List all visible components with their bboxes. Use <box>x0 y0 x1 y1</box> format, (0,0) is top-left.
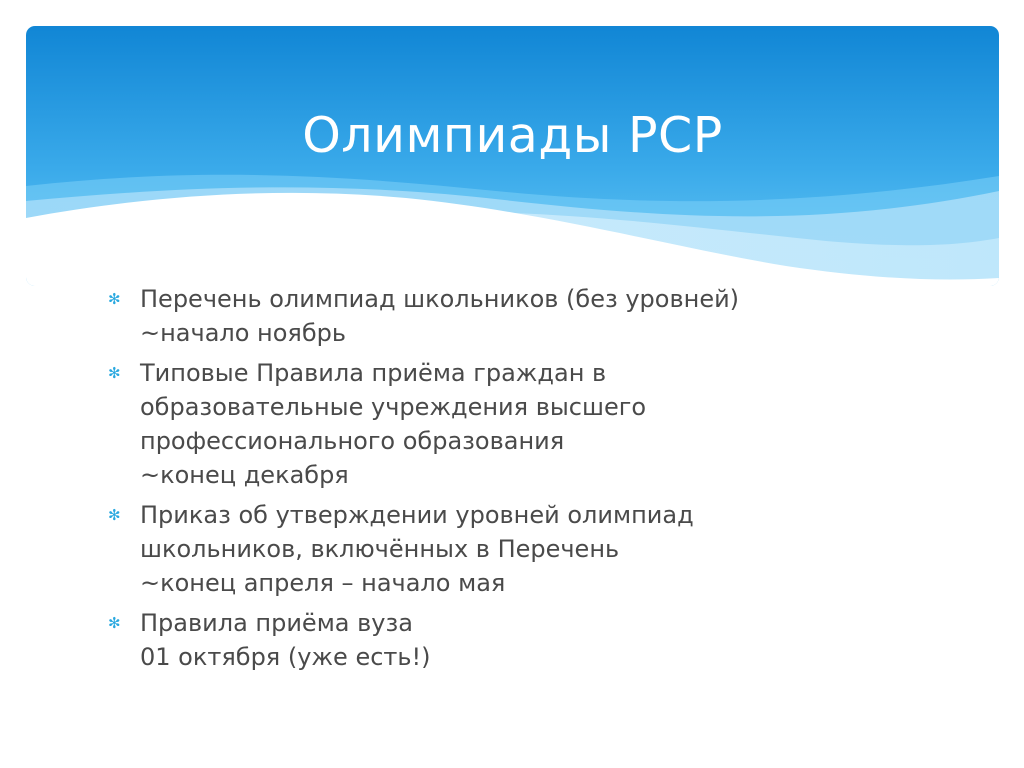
bullet-text-line: Правила приёма вуза <box>140 609 413 637</box>
bullet-text-line: ~конец декабря <box>140 461 349 489</box>
bullet-text-line: профессионального образования <box>140 427 565 455</box>
bullet-text-line: образовательные учреждения высшего <box>140 393 647 421</box>
bullet-text-line: ~конец апреля – начало мая <box>140 569 506 597</box>
asterisk-bullet-icon: ✻ <box>108 364 121 382</box>
asterisk-bullet-icon: ✻ <box>108 290 121 308</box>
bullet-text-line: ~начало ноябрь <box>140 319 347 347</box>
bullet-text-line: Типовые Правила приёма граждан в <box>140 359 607 387</box>
bullet-text-line: школьников, включённых в Перечень <box>140 535 620 563</box>
bullet-item <box>108 606 928 674</box>
asterisk-bullet-icon: ✻ <box>108 506 121 524</box>
bullet-item <box>108 356 928 492</box>
bullet-item <box>108 498 928 600</box>
asterisk-bullet-icon: ✻ <box>108 614 121 632</box>
bullet-text-line: Приказ об утверждении уровней олимпиад <box>140 501 694 529</box>
slide-title: Олимпиады РСР <box>302 107 723 164</box>
bullet-text-line: 01 октября (уже есть!) <box>140 643 431 671</box>
bullet-list <box>108 282 928 680</box>
bullet-text-line: Перечень олимпиад школьников (без уровней) <box>140 285 740 313</box>
bullet-item <box>108 282 928 350</box>
header-banner <box>26 26 999 286</box>
